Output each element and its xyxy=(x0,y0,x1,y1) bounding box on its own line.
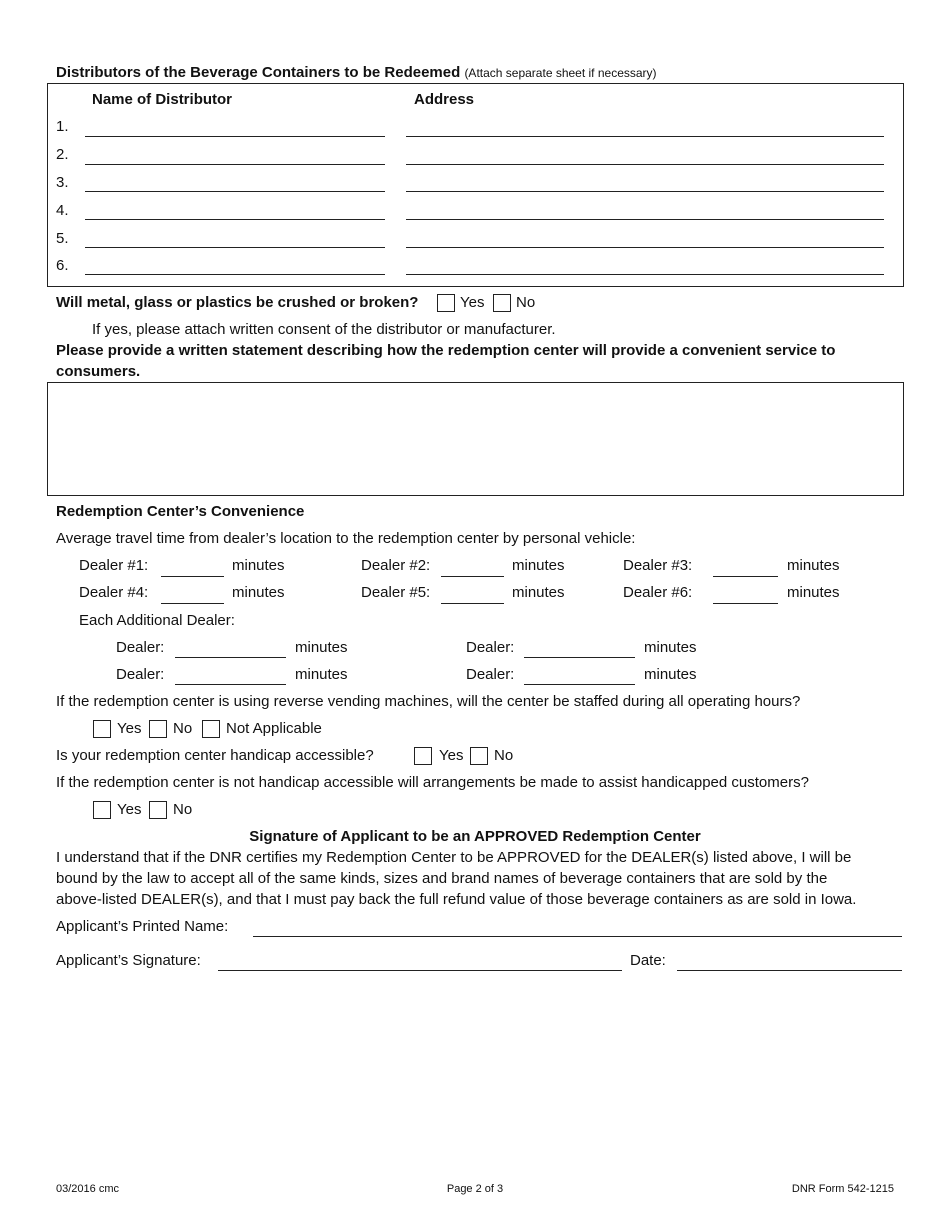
distributor-name-field-6[interactable] xyxy=(85,274,385,275)
additional-dealer-label: Each Additional Dealer: xyxy=(79,612,235,629)
statement-prompt-line2: consumers. xyxy=(56,363,141,380)
handicap-no-label: No xyxy=(494,747,514,764)
dealer-3-minutes-field[interactable] xyxy=(713,576,778,577)
dealer-6-label: Dealer #6: xyxy=(623,584,693,601)
convenience-title: Redemption Center’s Convenience xyxy=(56,503,305,520)
minutes-label: minutes xyxy=(295,639,348,656)
crushed-note: If yes, please attach written consent of the distributor or manufacturer. xyxy=(92,321,556,338)
footer-revision: 03/2016 cmc xyxy=(56,1183,119,1195)
minutes-label: minutes xyxy=(512,557,565,574)
statement-prompt-line1: Please provide a written statement describing how the redemption center will provide a convenient service to xyxy=(56,342,836,359)
distributors-table xyxy=(47,83,904,287)
dealer-5-minutes-field[interactable] xyxy=(441,603,504,604)
handicap-yes-checkbox[interactable] xyxy=(414,747,432,765)
additional-dealer-minutes-field[interactable] xyxy=(175,684,286,685)
distributor-name-field-3[interactable] xyxy=(85,191,385,192)
distributors-heading xyxy=(56,64,657,82)
minutes-label: minutes xyxy=(644,639,697,656)
dealer-1-minutes-field[interactable] xyxy=(161,576,224,577)
distributors-note: (Attach separate sheet if necessary) xyxy=(464,66,657,80)
signature-title: Signature of Applicant to be an APPROVED Redemption Center xyxy=(249,828,701,845)
assist-yes-label: Yes xyxy=(117,801,142,818)
dealer-4-minutes-field[interactable] xyxy=(161,603,224,604)
footer-page-number: Page 2 of 3 xyxy=(446,1183,504,1195)
crushed-no-label: No xyxy=(516,294,536,311)
vending-na-checkbox[interactable] xyxy=(202,720,220,738)
col-name-header: Name of Distributor xyxy=(92,91,233,108)
row-number: 6. xyxy=(56,257,69,274)
distributor-address-field-5[interactable] xyxy=(406,247,884,248)
printed-name-label: Applicant’s Printed Name: xyxy=(56,918,229,935)
vending-yes-checkbox[interactable] xyxy=(93,720,111,738)
dealer-6-minutes-field[interactable] xyxy=(713,603,778,604)
crushed-yes-label: Yes xyxy=(460,294,485,311)
distributor-address-field-2[interactable] xyxy=(406,164,884,165)
distributor-address-field-3[interactable] xyxy=(406,191,884,192)
applicant-signature-field[interactable] xyxy=(218,970,622,971)
signature-paragraph-line2: bound by the law to accept all of the same kinds, sizes and brand names of beverage containers that are sold by the xyxy=(56,870,828,887)
dealer-2-label: Dealer #2: xyxy=(361,557,431,574)
minutes-label: minutes xyxy=(512,584,565,601)
convenience-intro: Average travel time from dealer’s location to the redemption center by personal vehicle: xyxy=(56,530,636,547)
minutes-label: minutes xyxy=(787,584,840,601)
signature-paragraph-line3: above-listed DEALER(s), and that I must pay back the full refund value of those beverage containers as are sold in Iowa. xyxy=(56,891,857,908)
signature-paragraph-line1: I understand that if the DNR certifies my Redemption Center to be APPROVED for the DEALER(s) listed above, I will be xyxy=(56,849,852,866)
applicant-signature-label: Applicant’s Signature: xyxy=(56,952,201,969)
dealer-4-label: Dealer #4: xyxy=(79,584,149,601)
additional-dealer-label: Dealer: xyxy=(116,666,165,683)
assist-yes-checkbox[interactable] xyxy=(93,801,111,819)
minutes-label: minutes xyxy=(644,666,697,683)
row-number: 5. xyxy=(56,230,69,247)
dealer-3-label: Dealer #3: xyxy=(623,557,693,574)
date-label: Date: xyxy=(630,952,666,969)
dealer-1-label: Dealer #1: xyxy=(79,557,149,574)
vending-no-checkbox[interactable] xyxy=(149,720,167,738)
minutes-label: minutes xyxy=(232,584,285,601)
handicap-no-checkbox[interactable] xyxy=(470,747,488,765)
statement-text-area[interactable] xyxy=(47,382,904,496)
handicap-yes-label: Yes xyxy=(439,747,464,764)
additional-dealer-label: Dealer: xyxy=(466,666,515,683)
distributor-address-field-1[interactable] xyxy=(406,136,884,137)
dealer-5-label: Dealer #5: xyxy=(361,584,431,601)
crushed-no-checkbox[interactable] xyxy=(493,294,511,312)
minutes-label: minutes xyxy=(295,666,348,683)
minutes-label: minutes xyxy=(787,557,840,574)
assist-no-label: No xyxy=(173,801,193,818)
additional-dealer-minutes-field[interactable] xyxy=(524,657,635,658)
row-number: 2. xyxy=(56,146,69,163)
handicap-question: Is your redemption center handicap accessible? xyxy=(56,747,374,764)
assist-question: If the redemption center is not handicap accessible will arrangements be made to assist handicapped customers? xyxy=(56,774,809,791)
minutes-label: minutes xyxy=(232,557,285,574)
crushed-yes-checkbox[interactable] xyxy=(437,294,455,312)
distributor-name-field-5[interactable] xyxy=(85,247,385,248)
footer-form-number: DNR Form 542-1215 xyxy=(791,1183,894,1195)
additional-dealer-label: Dealer: xyxy=(116,639,165,656)
row-number: 4. xyxy=(56,202,69,219)
additional-dealer-minutes-field[interactable] xyxy=(175,657,286,658)
distributors-title: Distributors of the Beverage Containers to be Redeemed xyxy=(56,64,461,81)
col-address-header: Address xyxy=(414,91,475,108)
dealer-2-minutes-field[interactable] xyxy=(441,576,504,577)
additional-dealer-label: Dealer: xyxy=(466,639,515,656)
vending-yes-label: Yes xyxy=(117,720,142,737)
date-field[interactable] xyxy=(677,970,902,971)
row-number: 1. xyxy=(56,118,69,135)
additional-dealer-minutes-field[interactable] xyxy=(524,684,635,685)
vending-no-label: No xyxy=(173,720,193,737)
assist-no-checkbox[interactable] xyxy=(149,801,167,819)
distributor-name-field-2[interactable] xyxy=(85,164,385,165)
vending-na-label: Not Applicable xyxy=(226,720,322,737)
distributor-name-field-1[interactable] xyxy=(85,136,385,137)
row-number: 3. xyxy=(56,174,69,191)
distributor-address-field-6[interactable] xyxy=(406,274,884,275)
printed-name-field[interactable] xyxy=(253,936,902,937)
distributor-name-field-4[interactable] xyxy=(85,219,385,220)
vending-question: If the redemption center is using reverse vending machines, will the center be staffed during all operating hours? xyxy=(56,693,801,710)
distributor-address-field-4[interactable] xyxy=(406,219,884,220)
crushed-question: Will metal, glass or plastics be crushed or broken? xyxy=(56,294,419,311)
